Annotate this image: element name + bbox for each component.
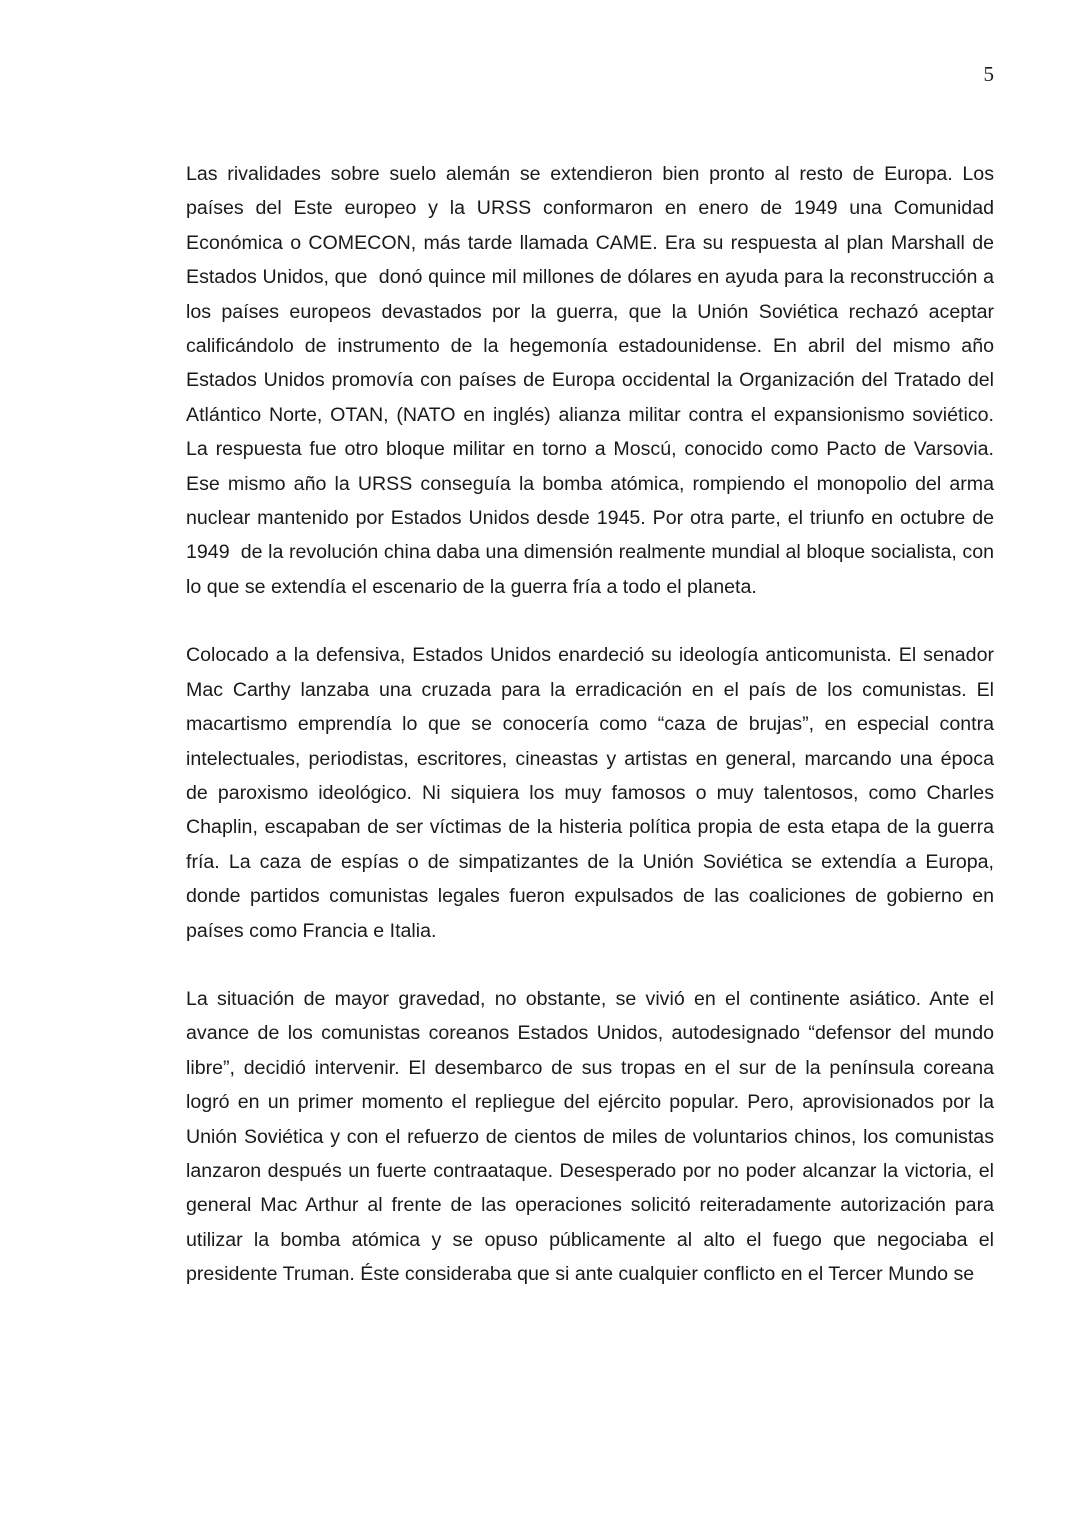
page-number: 5	[983, 62, 994, 86]
paragraph-2: Colocado a la defensiva, Estados Unidos enardeció su ideología anticomunista. El senador Mac Carthy lanzaba una cruzada para la erradicación en el país de los comunistas. El macartismo emprendía lo que se conocería como “caza de brujas”, en especial contra intelectuales, periodistas, escritores, cineastas y artistas en general, marcando una época de paroxismo ideológico. Ni siquiera los muy famosos o muy talentosos, como Charles Chaplin, escapaban de ser víctimas de la histeria política propia de esta etapa de la guerra fría. La caza de espías o de simpatizantes de la Unión Soviética se extendía a Europa, donde partidos comunistas legales fueron expulsados de las coaliciones de gobierno en países como Francia e Italia.	[186, 644, 1000, 942]
paragraph-3: La situación de mayor gravedad, no obstante, se vivió en el continente asiático. Ante el avance de los comunistas coreanos Estados Unidos, autodesignado “defensor del mundo libre”, decidió intervenir. El desembarco de sus tropas en el sur de la península coreana logró en un primer momento el repliegue del ejército popular. Pero, aprovisionados por la Unión Soviética y con el refuerzo de cientos de miles de voluntarios chinos, los comunistas lanzaron después un fuerte contraataque. Desesperado por no poder alcanzar la victoria, el general Mac Arthur al frente de las operaciones solicitó reiteradamente autorización para utilizar la bomba atómica y se opuso públicamente al alto el fuego que negociaba el presidente Truman. Éste consideraba que si ante cualquier conflicto en el Tercer Mundo se	[186, 987, 1000, 1286]
document-body	[186, 157, 1000, 1326]
paragraph-1: Las rivalidades sobre suelo alemán se extendieron bien pronto al resto de Europa. Los países del Este europeo y la URSS conformaron en enero de 1949 una Comunidad Económica o COMECON, más tarde llamada CAME. Era su respuesta al plan Marshall de Estados Unidos, que donó quince mil millones de dólares en ayuda para la reconstrucción a los países europeos devastados por la guerra, que la Unión Soviética rechazó aceptar calificándolo de instrumento de la hegemonía estadounidense. En abril del mismo año Estados Unidos promovía con países de Europa occidental la Organización del Tratado del Atlántico Norte, OTAN, (NATO en inglés) alianza militar contra el expansionismo soviético. La respuesta fue otro bloque militar en torno a Moscú, conocido como Pacto de Varsovia. Ese mismo año la URSS conseguía la bomba atómica, rompiendo el monopolio del arma nuclear mantenido por Estados Unidos desde 1945. Por otra parte, el triunfo en octubre de 1949 de la revolución china daba una dimensión realmente mundial al bloque socialista, con lo que se extendía el escenario de la guerra fría a todo el planeta.	[186, 163, 1000, 598]
